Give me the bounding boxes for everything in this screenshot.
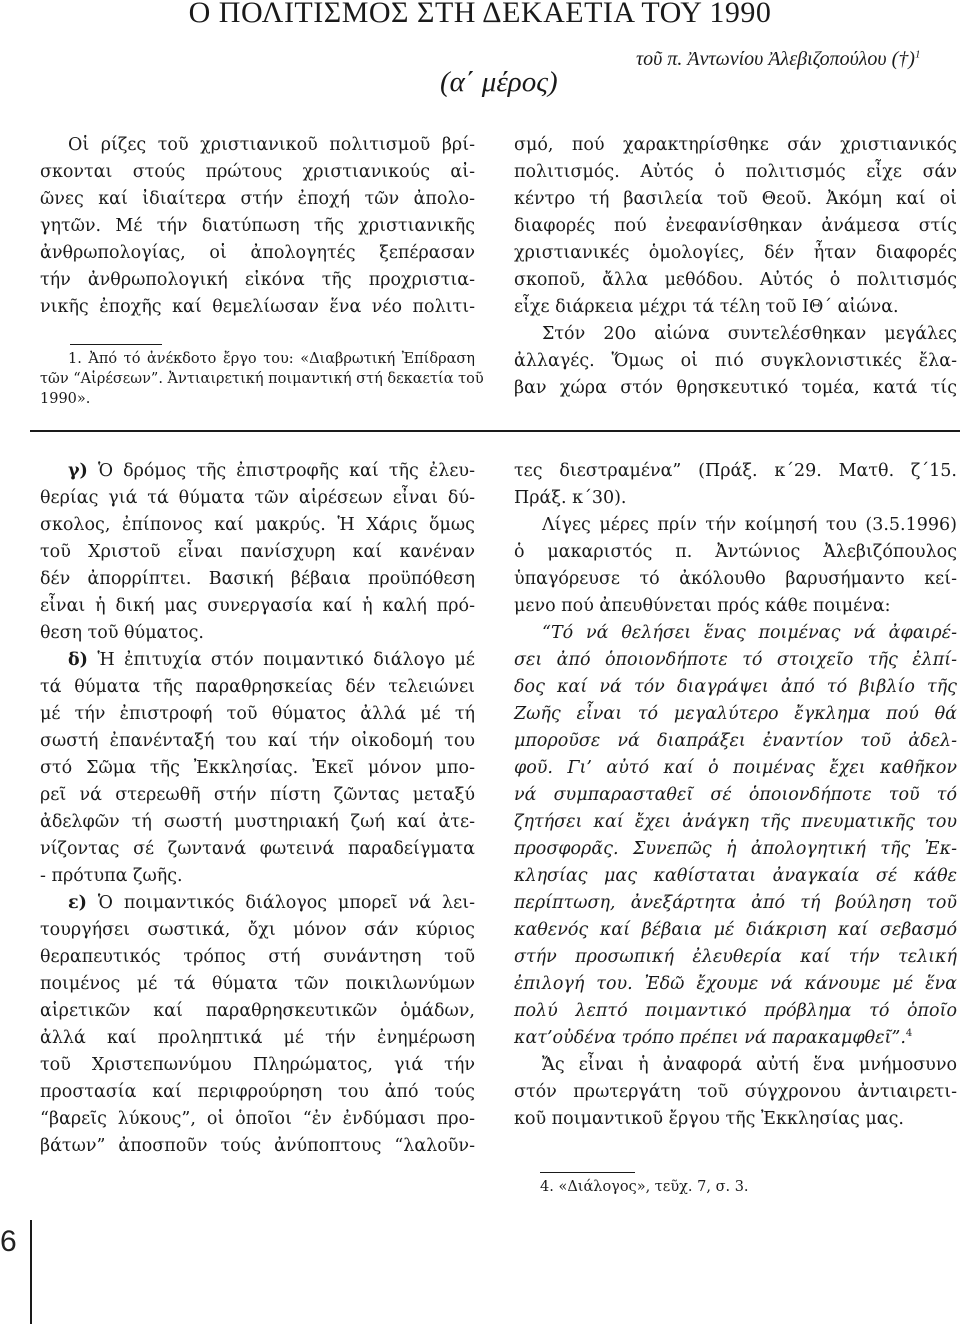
article-title: Ο ΠΟΛΙΤΙΣΜΟΣ ΣΤΗ ΔΕΚΑΕΤΙΑ ΤΟΥ 1990 bbox=[188, 0, 772, 29]
section-d-label: δ) bbox=[68, 650, 88, 670]
text-line: δέν ἀπορρίπτει. Βασική βέβαια προϋπόθεση bbox=[40, 569, 475, 589]
text-line: βάτων” ἀποσποῦν τούς ἀνύποπτους “λαλοῦν- bbox=[40, 1136, 475, 1156]
text-line: σκολος, ἐπίπονος καί μακρύς. Ἡ Χάρις ὅμως bbox=[40, 515, 475, 535]
text-line: σκονται στούς πρώτους χριστιανικούς αἰ- bbox=[40, 162, 475, 182]
text-line: τοῦ Χριστεπωνύμου Πληρώματος, γιά τήν bbox=[40, 1055, 475, 1075]
text-line: χριστιανικές ὁμολογίες, δέν ἦταν διαφορές bbox=[514, 243, 957, 263]
quote-line: δος καί νά τόν διαγράψει ἀπό τό βιβλίο τῆς bbox=[514, 677, 957, 697]
quote-line: “Τό νά θελήσει ἕνας ποιμένας νά ἀφαιρέ- bbox=[542, 623, 957, 643]
quote-line: στήν προσωπική ἐλευθερία καί τήν τελική bbox=[514, 947, 957, 967]
quote-line: Ζωῆς εἶναι τό μεγαλύτερο ἔγκλημα πού θά bbox=[514, 704, 957, 724]
quote-line bbox=[514, 1025, 957, 1052]
text-line: Οἱ ρίζες τοῦ χριστιανικοῦ πολιτισμοῦ βρί- bbox=[68, 135, 475, 155]
text-line: γητῶν. Μέ τήν διατύπωση τῆς χριστιανικῆς bbox=[40, 216, 475, 236]
text-line: εἶχε διάρκεια μέχρι τά τέλη τοῦ ΙΘ΄ αἰώνα. bbox=[514, 297, 899, 317]
intro-paragraph bbox=[40, 132, 475, 321]
author-name: τοῦ π. Ἀντωνίου Ἀλεβιζοπούλου (†) bbox=[636, 48, 915, 70]
text-line: τήν ἀνθρωπολογική εἰκόνα τῆς προχριστια- bbox=[40, 270, 475, 290]
text-line: Στόν 20ο αἰώνα συντελέσθηκαν μεγάλες bbox=[542, 324, 957, 344]
text-fragment: Ὁ ποιμαντικός διάλογος μπορεῖ νά λει- bbox=[97, 893, 475, 913]
quote-line: φοῦ. Γι’ αὐτό καί ὁ ποιμένας ἔχει καθῆκον bbox=[514, 758, 957, 778]
quote-line: πολύ λεπτό ποιμαντικό πρόβλημα τό ὁποῖο bbox=[514, 1001, 957, 1021]
footnote-1 bbox=[40, 349, 484, 409]
section-e-label: ε) bbox=[68, 893, 87, 913]
quote-line: προσφορᾶς. Συνεπῶς ἡ ἀπολογητική τῆς Ἐκ- bbox=[514, 839, 957, 859]
footnote-line: 1990». bbox=[40, 391, 91, 407]
text-line: - πρότυπα ζωῆς. bbox=[40, 866, 183, 886]
text-line: προστασία καί περιφρούρηση του ἀπό τούς bbox=[40, 1082, 475, 1102]
text-line: ὑπαγόρευσε τό ἀκόλουθο βαρυσήμαντο κεί- bbox=[514, 569, 957, 589]
quote-line: ἐπιλογή του. Ἐδῶ ἔχουμε νά κάνουμε μέ ἕνα bbox=[514, 974, 957, 994]
text-line: μέ τήν ἐπιστροφή τοῦ θύματος ἀλλά μέ τή bbox=[40, 704, 475, 724]
footnote-rule bbox=[540, 1172, 635, 1173]
text-line: Ἄς εἶναι ἡ ἀναφορά αὐτή ἕνα μνήμοσυνο bbox=[542, 1055, 957, 1075]
text-line: νίζοντας σέ ζωντανά φωτεινά παραδείγματα bbox=[40, 839, 475, 859]
text-line: σμό, πού χαρακτηρίσθηκε σάν χριστιανικός bbox=[514, 135, 957, 155]
text-line: πολιτισμός. Αὐτός ὁ πολιτισμός εἶχε σάν bbox=[514, 162, 957, 182]
text-line: ἀλλά καί προληπτικά μέ τήν ἐνημέρωση bbox=[40, 1028, 475, 1048]
text-line: σκοποῦ, ἄλλα μεθόδου. Αὐτός ὁ πολιτισμός bbox=[514, 270, 957, 290]
text-line: ἀδελφῶν τή σωστή μυστηριακή ζωή καί ἀτε- bbox=[40, 812, 475, 832]
quote-line: κλησίας μας καθίσταται ἀναγκαία σέ κάθε bbox=[514, 866, 957, 886]
author-line bbox=[636, 48, 920, 71]
top-left-column bbox=[40, 132, 475, 321]
text-line: Λίγες μέρες πρίν τήν κοίμησή του (3.5.1996) bbox=[542, 515, 957, 535]
text-line: τες διεστραμένα” (Πράξ. κ΄29. Ματθ. ζ΄15. bbox=[514, 461, 957, 481]
quote-line: καθενός καί βέβαια μέ διάκριση καί σεβασμό bbox=[514, 920, 957, 940]
text-line: τοῦ Χριστοῦ εἶναι πανίσχυρη καί κανέναν bbox=[40, 542, 475, 562]
text-line: βαν χώρα στόν θρησκευτικό τομέα, κατά τίς bbox=[514, 378, 957, 398]
text-line: ρεῖ νά στερεωθῆ στήν πίστη ζῶντας μεταξύ bbox=[40, 785, 475, 805]
text-line: τουργήσει σωστικά, ὄχι μόνον σάν κύριος bbox=[40, 920, 475, 940]
text-line: διαφορές πού ἐνεφανίσθηκαν ἀνάμεσα στίς bbox=[514, 216, 957, 236]
page-number: 6 bbox=[0, 1225, 17, 1258]
author-note-ref: 1 bbox=[914, 48, 921, 61]
section-g-label: γ) bbox=[68, 461, 88, 481]
text-line: ὁ μακαριστός π. Ἀντώνιος Ἀλεβιζόπουλος bbox=[514, 542, 957, 562]
text-line: ποιμένος μέ τά θύματα τῶν ποικιλωνύμων bbox=[40, 974, 475, 994]
footnote-rule bbox=[70, 344, 162, 345]
text-line: τά θύματα τῆς παραθρησκείας δέν τελειώνει bbox=[40, 677, 475, 697]
text-line: ῶνες καί ἰδιαίτερα στήν ἐποχή τῶν ἀπολο- bbox=[40, 189, 475, 209]
text-line bbox=[40, 647, 475, 674]
section-divider bbox=[30, 430, 960, 432]
quote-line: περίπτωση, ἀνεξάρτητα ἀπό τή βούληση τοῦ bbox=[514, 893, 957, 913]
quote-line: νά συμπαρασταθεῖ σέ ὁποιονδήποτε τοῦ τό bbox=[514, 785, 957, 805]
text-line: θεραπευτικός τρόπος στή συνάντηση τοῦ bbox=[40, 947, 475, 967]
text-fragment: Ἡ ἐπιτυχία στόν ποιμαντικό διάλογο μέ bbox=[97, 650, 475, 670]
footnote-ref-4: 4 bbox=[905, 1028, 913, 1040]
text-line: νικῆς ἐποχῆς καί θεμελίωσαν ἕνα νέο πολιτι- bbox=[40, 297, 475, 317]
text-fragment: Ὁ δρόμος τῆς ἐπιστροφῆς καί τῆς ἐλευ- bbox=[97, 461, 475, 481]
text-line: θεση τοῦ θύματος. bbox=[40, 623, 204, 643]
text-line: κέντρο τή βασιλεία τοῦ Θεοῦ. Ἀκόμη καί οἱ bbox=[514, 189, 957, 209]
quote-block bbox=[514, 620, 957, 1052]
text-fragment: κατ’οὐδένα τρόπο πρέπει νά παρακαμφθεῖ”. bbox=[514, 1028, 906, 1048]
footnote-line: 1. Ἀπό τό ἀνέκδοτο ἔργο του: «Διαβρωτική Ἐπίδραση bbox=[68, 351, 475, 367]
text-line: ἀνθρωπολογίας, οἱ ἀπολογητές ξεπέρασαν bbox=[40, 243, 475, 263]
text-line: θερίας γιά τά θύματα τῶν αἱρέσεων εἶναι δύ- bbox=[40, 488, 475, 508]
footnote-line: τῶν “Αἱρέσεων”. Ἀντιαιρετική ποιμαντική στή δεκαετία τοῦ bbox=[40, 371, 484, 387]
bottom-right-column bbox=[514, 458, 957, 1133]
page-margin-bar bbox=[30, 1220, 32, 1324]
text-line: “βαρεῖς λύκους”, οἱ ὁποῖοι “ἐν ἐνδύμασι προ- bbox=[40, 1109, 475, 1129]
text-line: κοῦ ποιμαντικοῦ ἔργου τῆς Ἐκκλησίας μας. bbox=[514, 1109, 904, 1129]
text-line bbox=[40, 458, 475, 485]
text-line: Πράξ. κ΄30). bbox=[514, 488, 627, 508]
text-line: εἶναι ἡ δική μας συνεργασία καί ἡ καλή πρό- bbox=[40, 596, 475, 616]
text-line: στό Σῶμα τῆς Ἐκκλησίας. Ἐκεῖ μόνον μπο- bbox=[40, 758, 475, 778]
bottom-left-column bbox=[40, 458, 475, 1160]
text-line: στόν πρωτεργάτη τοῦ σύγχρονου ἀντιαιρετι- bbox=[514, 1082, 957, 1102]
text-line: σωστή ἐπανένταξή του καί τήν οἰκοδομή του bbox=[40, 731, 475, 751]
quote-line: ζητήσει καί ἔχει ἀνάγκη τῆς πνευματικῆς του bbox=[514, 812, 957, 832]
top-right-column bbox=[514, 132, 957, 402]
footnote-4: 4. «Διάλογος», τεῦχ. 7, σ. 3. bbox=[540, 1179, 749, 1195]
text-line: ἀλλαγές. Ὅμως οἱ πιό συγκλονιστικές ἔλα- bbox=[514, 351, 957, 371]
quote-line: μποροῦσε νά διαπράξει ἐναντίον τοῦ ἀδελ- bbox=[514, 731, 957, 751]
text-line bbox=[40, 890, 475, 917]
text-line: μενο πού ἀπευθύνεται πρός κάθε ποιμένα: bbox=[514, 596, 891, 616]
part-label: (α΄ μέρος) bbox=[440, 66, 558, 98]
text-line: αἱρετικῶν καί παραθρησκευτικῶν ὁμάδων, bbox=[40, 1001, 475, 1021]
quote-line: σει ἀπό ὁποιονδήποτε τό στοιχεῖο τῆς ἐλπί- bbox=[514, 650, 957, 670]
